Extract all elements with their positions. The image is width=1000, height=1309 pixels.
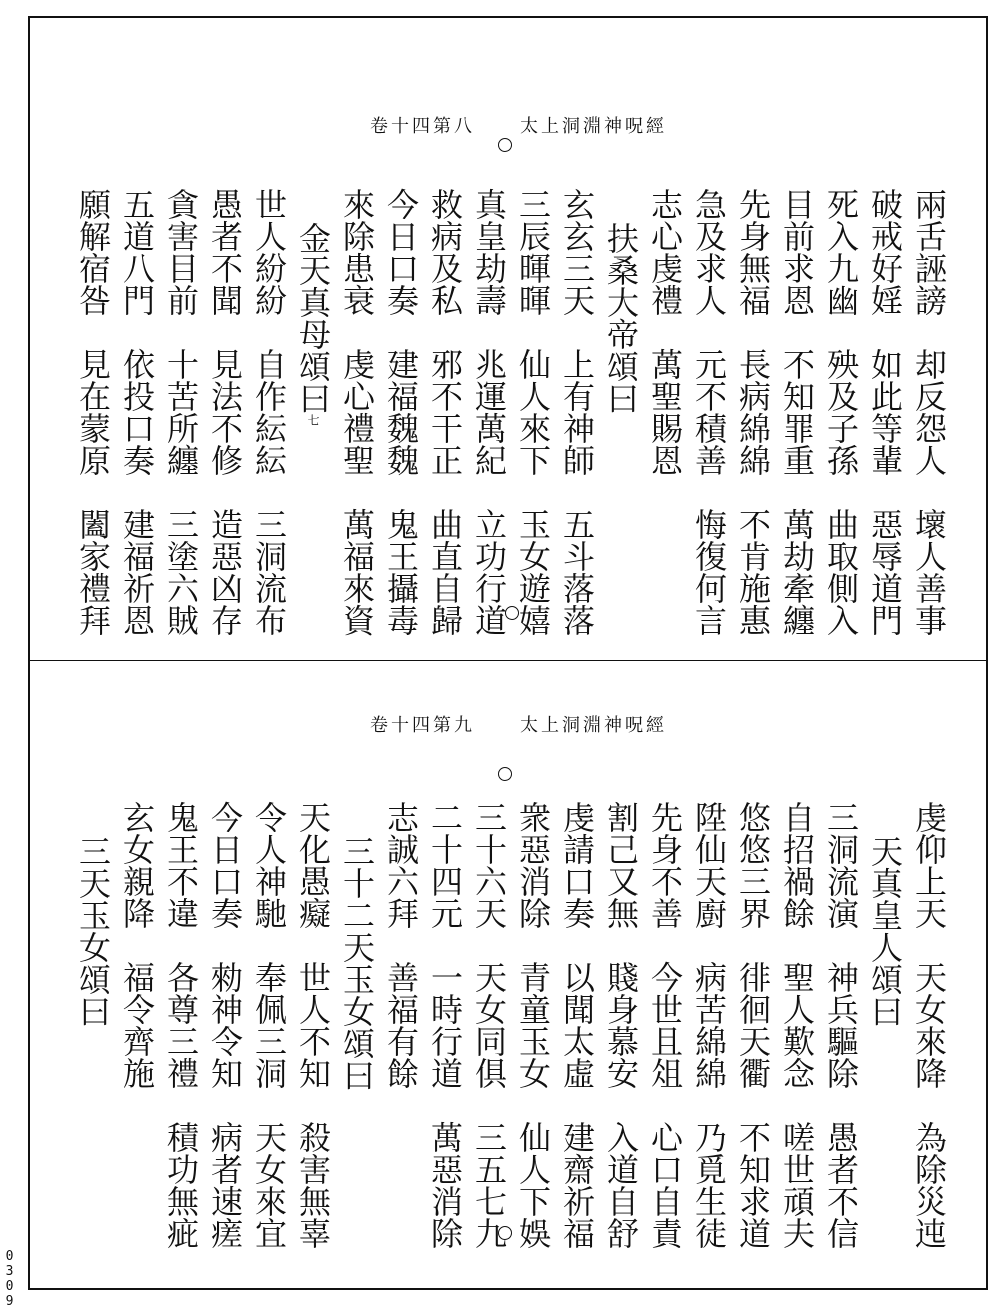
text-column bbox=[734, 188, 772, 636]
text-column bbox=[294, 801, 332, 1249]
column-text: 虔仰上天 天女來降 為除災迍 bbox=[910, 801, 948, 1249]
column-text: 三十六天 天女同俱 三五七九 bbox=[470, 801, 508, 1249]
column-text: 金天真母頌曰 bbox=[294, 222, 332, 414]
text-column bbox=[868, 801, 902, 1255]
column-text: 破戒好婬 如此等輩 惡辱道門 bbox=[866, 188, 904, 636]
page-header bbox=[30, 711, 986, 735]
text-column bbox=[822, 801, 860, 1249]
page-top bbox=[28, 16, 988, 661]
column-text: 扶桑大帝頌曰 bbox=[602, 222, 640, 414]
text-column bbox=[206, 801, 244, 1249]
text-column bbox=[206, 188, 244, 636]
column-text: 願解宿咎 見在蒙原 闔家禮拜 bbox=[74, 188, 112, 636]
circle-mark bbox=[498, 138, 512, 152]
text-column bbox=[646, 801, 684, 1249]
text-column bbox=[74, 188, 112, 636]
column-text: 三辰暉暉 仙人來下 玉女遊嬉 bbox=[514, 188, 552, 636]
header-title: 太上洞淵神呪經 bbox=[520, 116, 667, 137]
circle-mark bbox=[498, 767, 512, 781]
column-text: 死入九幽 殃及子孫 曲取側入 bbox=[822, 188, 860, 636]
column-text: 玄玄三天 上有神師 五斗落落 bbox=[558, 188, 596, 636]
text-column bbox=[822, 188, 860, 636]
text-column bbox=[690, 188, 728, 636]
column-text: 急及求人 元不積善 悔復何言 bbox=[690, 188, 728, 636]
column-text: 玄女親降 福令齊施 bbox=[118, 801, 156, 1089]
text-column bbox=[470, 188, 508, 636]
text-column bbox=[690, 801, 728, 1249]
text-column bbox=[910, 188, 948, 636]
text-column bbox=[162, 188, 200, 636]
text-column bbox=[296, 188, 330, 642]
header-volume: 卷十四第八 bbox=[370, 116, 475, 137]
page-bottom bbox=[28, 660, 988, 1290]
text-column bbox=[384, 801, 418, 1221]
column-text: 割己又無 賤身慕安 入道自舒 bbox=[602, 801, 640, 1249]
text-column bbox=[382, 188, 420, 636]
column-note: 七 bbox=[306, 414, 320, 426]
text-column bbox=[76, 801, 110, 1255]
text-column bbox=[426, 801, 464, 1249]
column-text: 鬼王不違 各尊三禮 積功無疵 bbox=[162, 801, 200, 1249]
text-column bbox=[338, 188, 376, 636]
column-text: 令人神馳 奉佩三洞 天女來宜 bbox=[250, 801, 288, 1249]
text-column bbox=[734, 801, 772, 1249]
column-text: 先身不善 今世且俎 心口自責 bbox=[646, 801, 684, 1249]
text-column bbox=[866, 188, 904, 636]
column-text: 世人紛紛 自作紜紜 三洞流布 bbox=[250, 188, 288, 636]
text-column bbox=[426, 188, 464, 636]
column-text: 兩舌誣謗 却反怨人 壞人善事 bbox=[910, 188, 948, 636]
column-text: 真皇劫壽 兆運萬紀 立功行道 bbox=[470, 188, 508, 636]
column-text: 陞仙天廚 病苦綿綿 乃覓生徒 bbox=[690, 801, 728, 1249]
column-text: 虔請口奏 以聞太虛 建齋祈福 bbox=[558, 801, 596, 1249]
column-text: 貪害目前 十苦所纏 三塗六賊 bbox=[162, 188, 200, 636]
column-text: 來除患衰 虔心禮聖 萬福來資 bbox=[338, 188, 376, 636]
text-column bbox=[120, 801, 154, 1221]
column-text: 五道八門 依投口奏 建福祈恩 bbox=[118, 188, 156, 636]
text-column bbox=[470, 801, 508, 1249]
header-title: 太上洞淵神呪經 bbox=[520, 715, 667, 736]
column-text: 悠悠三界 徘徊天衢 不知求道 bbox=[734, 801, 772, 1249]
text-column bbox=[514, 188, 552, 636]
text-column bbox=[558, 188, 596, 636]
text-column bbox=[648, 188, 682, 608]
column-text: 三洞流演 神兵驅除 愚者不信 bbox=[822, 801, 860, 1249]
margin-page-number: 0309 bbox=[2, 1249, 17, 1309]
text-columns bbox=[76, 188, 946, 642]
column-text: 衆惡消除 青童玉女 仙人下娛 bbox=[514, 801, 552, 1249]
page-header bbox=[30, 112, 986, 136]
text-column bbox=[558, 801, 596, 1249]
header-volume: 卷十四第九 bbox=[370, 715, 475, 736]
column-text: 志心虔禮 萬聖賜恩 bbox=[646, 188, 684, 476]
text-column bbox=[118, 188, 156, 636]
text-column bbox=[602, 801, 640, 1249]
text-column bbox=[604, 188, 638, 642]
text-columns bbox=[76, 801, 946, 1255]
column-text: 天化愚癡 世人不知 殺害無辜 bbox=[294, 801, 332, 1249]
text-column bbox=[340, 801, 374, 1255]
column-text: 愚者不聞 見法不修 造惡凶存 bbox=[206, 188, 244, 636]
column-text: 目前求恩 不知罪重 萬劫牽纏 bbox=[778, 188, 816, 636]
column-text: 今日口奏 建福魏魏 鬼王攝毒 bbox=[382, 188, 420, 636]
text-column bbox=[250, 188, 288, 636]
text-column bbox=[778, 188, 816, 636]
column-text: 三十二天玉女頌曰 bbox=[338, 835, 376, 1091]
column-text: 自招禍餘 聖人歎念 嗟世頑夫 bbox=[778, 801, 816, 1249]
text-column bbox=[162, 801, 200, 1249]
column-text: 志誠六拜 善福有餘 bbox=[382, 801, 420, 1089]
column-text: 救病及私 邪不干正 曲直自歸 bbox=[426, 188, 464, 636]
text-column bbox=[778, 801, 816, 1249]
column-text: 先身無福 長病綿綿 不肯施惠 bbox=[734, 188, 772, 636]
text-column bbox=[514, 801, 552, 1249]
column-text: 今日口奏 勑神令知 病者速瘥 bbox=[206, 801, 244, 1249]
column-text: 三天玉女頌曰 bbox=[74, 835, 112, 1027]
column-text: 二十四元 一時行道 萬惡消除 bbox=[426, 801, 464, 1249]
column-text: 天真皇人頌曰 bbox=[866, 835, 904, 1027]
text-column bbox=[250, 801, 288, 1249]
text-column bbox=[910, 801, 948, 1249]
